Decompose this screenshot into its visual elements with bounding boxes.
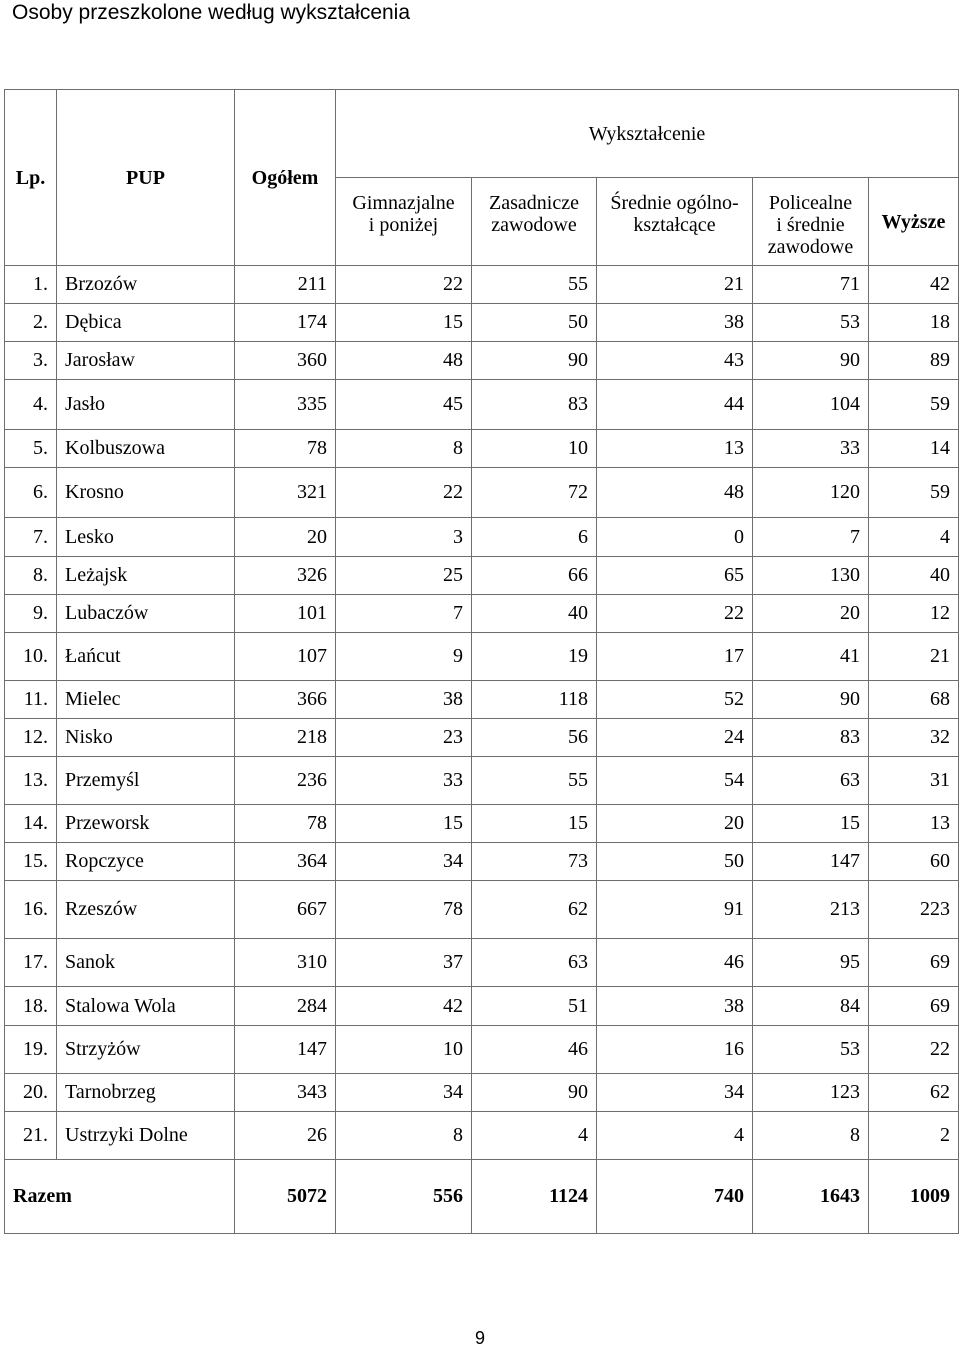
- col-header-line: zawodowe: [767, 236, 854, 258]
- row-lp: 10.: [5, 633, 57, 681]
- table-row: [5, 1026, 959, 1074]
- row-value: 73: [472, 843, 597, 881]
- table-row: [5, 1112, 959, 1160]
- row-value: 90: [472, 1074, 597, 1112]
- table-row: [5, 681, 959, 719]
- col-header-line: i poniżej: [368, 214, 439, 236]
- col-header-pup: PUP: [57, 90, 235, 266]
- row-lp: 14.: [5, 805, 57, 843]
- row-pup: Lubaczów: [57, 595, 235, 633]
- row-value: 34: [336, 1074, 472, 1112]
- row-pup: Łańcut: [57, 633, 235, 681]
- row-value: 21: [869, 633, 959, 681]
- col-header-line: Gimnazjalne: [352, 192, 455, 214]
- row-value: 48: [336, 342, 472, 380]
- row-pup: Krosno: [57, 468, 235, 518]
- total-value: 1124: [472, 1160, 597, 1234]
- row-value: 236: [235, 757, 336, 805]
- row-value: 360: [235, 342, 336, 380]
- row-pup: Nisko: [57, 719, 235, 757]
- row-value: 107: [235, 633, 336, 681]
- page-number: 9: [474, 1328, 485, 1348]
- row-value: 33: [336, 757, 472, 805]
- row-value: 53: [753, 1026, 869, 1074]
- row-value: 20: [753, 595, 869, 633]
- row-value: 13: [597, 430, 753, 468]
- row-lp: 11.: [5, 681, 57, 719]
- col-header-line: Średnie ogólno-: [610, 192, 739, 214]
- education-table: [4, 89, 959, 1234]
- table-row: [5, 1074, 959, 1112]
- row-value: 42: [336, 987, 472, 1026]
- col-header-ogolem: Ogółem: [235, 90, 336, 266]
- row-lp: 17.: [5, 939, 57, 987]
- row-pup: Lesko: [57, 518, 235, 557]
- row-value: 366: [235, 681, 336, 719]
- row-value: 8: [753, 1112, 869, 1160]
- row-lp: 1.: [5, 266, 57, 304]
- row-value: 25: [336, 557, 472, 595]
- total-value: 1643: [753, 1160, 869, 1234]
- row-value: 43: [597, 342, 753, 380]
- row-lp: 16.: [5, 881, 57, 939]
- row-value: 84: [753, 987, 869, 1026]
- row-lp: 7.: [5, 518, 57, 557]
- row-value: 44: [597, 380, 753, 430]
- row-value: 78: [235, 805, 336, 843]
- row-value: 89: [869, 342, 959, 380]
- row-value: 4: [597, 1112, 753, 1160]
- col-header-line: Zasadnicze: [489, 192, 579, 214]
- row-lp: 4.: [5, 380, 57, 430]
- row-pup: Ropczyce: [57, 843, 235, 881]
- row-value: 45: [336, 380, 472, 430]
- row-lp: 5.: [5, 430, 57, 468]
- header-row-group: [5, 90, 959, 178]
- row-value: 71: [753, 266, 869, 304]
- row-value: 32: [869, 719, 959, 757]
- row-value: 83: [753, 719, 869, 757]
- row-value: 9: [336, 633, 472, 681]
- row-value: 83: [472, 380, 597, 430]
- row-pup: Przeworsk: [57, 805, 235, 843]
- row-value: 41: [753, 633, 869, 681]
- row-value: 69: [869, 987, 959, 1026]
- row-value: 22: [336, 468, 472, 518]
- row-value: 4: [472, 1112, 597, 1160]
- row-value: 62: [472, 881, 597, 939]
- row-value: 40: [869, 557, 959, 595]
- col-header-policealne: [753, 178, 869, 266]
- row-value: 62: [869, 1074, 959, 1112]
- row-value: 7: [336, 595, 472, 633]
- table-row: [5, 557, 959, 595]
- row-lp: 13.: [5, 757, 57, 805]
- col-header-line: kształcące: [633, 214, 716, 236]
- row-value: 90: [753, 681, 869, 719]
- row-lp: 2.: [5, 304, 57, 342]
- row-value: 174: [235, 304, 336, 342]
- total-value: 5072: [235, 1160, 336, 1234]
- col-header-lp: Lp.: [5, 90, 57, 266]
- row-value: 147: [235, 1026, 336, 1074]
- row-lp: 3.: [5, 342, 57, 380]
- col-header-gimnazjalne: [336, 178, 472, 266]
- total-label: Razem: [5, 1160, 235, 1234]
- total-value: 740: [597, 1160, 753, 1234]
- row-value: 34: [336, 843, 472, 881]
- row-value: 50: [472, 304, 597, 342]
- col-header-wyzsze: [869, 178, 959, 266]
- row-value: 50: [597, 843, 753, 881]
- col-header-srednie: [597, 178, 753, 266]
- row-value: 211: [235, 266, 336, 304]
- row-value: 120: [753, 468, 869, 518]
- row-value: 310: [235, 939, 336, 987]
- row-value: 48: [597, 468, 753, 518]
- row-value: 72: [472, 468, 597, 518]
- row-lp: 20.: [5, 1074, 57, 1112]
- row-pup: Stalowa Wola: [57, 987, 235, 1026]
- col-header-line: i średnie: [776, 214, 845, 236]
- row-pup: Mielec: [57, 681, 235, 719]
- col-header-education-group: Wykształcenie: [336, 90, 959, 178]
- table-row: [5, 843, 959, 881]
- row-value: 56: [472, 719, 597, 757]
- table-row: [5, 342, 959, 380]
- row-value: 2: [869, 1112, 959, 1160]
- row-value: 101: [235, 595, 336, 633]
- row-value: 78: [235, 430, 336, 468]
- table-row: [5, 987, 959, 1026]
- row-value: 16: [597, 1026, 753, 1074]
- row-pup: Jasło: [57, 380, 235, 430]
- row-value: 0: [597, 518, 753, 557]
- row-value: 46: [472, 1026, 597, 1074]
- row-value: 213: [753, 881, 869, 939]
- row-value: 40: [472, 595, 597, 633]
- row-value: 95: [753, 939, 869, 987]
- row-value: 69: [869, 939, 959, 987]
- row-pup: Dębica: [57, 304, 235, 342]
- row-value: 19: [472, 633, 597, 681]
- row-value: 343: [235, 1074, 336, 1112]
- col-header-line: Policealne: [768, 192, 853, 214]
- row-value: 53: [753, 304, 869, 342]
- row-value: 364: [235, 843, 336, 881]
- table-row: [5, 266, 959, 304]
- row-value: 22: [336, 266, 472, 304]
- row-value: 22: [597, 595, 753, 633]
- row-value: 55: [472, 757, 597, 805]
- row-value: 78: [336, 881, 472, 939]
- row-value: 15: [753, 805, 869, 843]
- row-value: 60: [869, 843, 959, 881]
- row-value: 34: [597, 1074, 753, 1112]
- row-value: 130: [753, 557, 869, 595]
- row-value: 12: [869, 595, 959, 633]
- table-row: [5, 757, 959, 805]
- total-value: 1009: [869, 1160, 959, 1234]
- row-value: 22: [869, 1026, 959, 1074]
- row-pup: Rzeszów: [57, 881, 235, 939]
- table-row: [5, 805, 959, 843]
- row-lp: 19.: [5, 1026, 57, 1074]
- row-value: 31: [869, 757, 959, 805]
- row-pup: Brzozów: [57, 266, 235, 304]
- row-value: 24: [597, 719, 753, 757]
- row-value: 13: [869, 805, 959, 843]
- row-value: 14: [869, 430, 959, 468]
- table-row: [5, 939, 959, 987]
- row-value: 4: [869, 518, 959, 557]
- table-row: [5, 881, 959, 939]
- table-row: [5, 595, 959, 633]
- row-value: 10: [336, 1026, 472, 1074]
- row-value: 321: [235, 468, 336, 518]
- row-lp: 18.: [5, 987, 57, 1026]
- row-value: 15: [472, 805, 597, 843]
- row-pup: Jarosław: [57, 342, 235, 380]
- row-lp: 9.: [5, 595, 57, 633]
- row-value: 3: [336, 518, 472, 557]
- row-value: 46: [597, 939, 753, 987]
- total-row: [5, 1160, 959, 1234]
- row-pup: Strzyżów: [57, 1026, 235, 1074]
- table-row: [5, 719, 959, 757]
- row-value: 90: [753, 342, 869, 380]
- row-value: 91: [597, 881, 753, 939]
- table-body: [5, 266, 959, 1234]
- row-value: 38: [336, 681, 472, 719]
- row-value: 18: [869, 304, 959, 342]
- row-pup: Sanok: [57, 939, 235, 987]
- row-value: 8: [336, 430, 472, 468]
- row-lp: 15.: [5, 843, 57, 881]
- row-pup: Tarnobrzeg: [57, 1074, 235, 1112]
- row-value: 63: [753, 757, 869, 805]
- col-header-line: zawodowe: [491, 214, 577, 236]
- row-value: 65: [597, 557, 753, 595]
- row-value: 15: [336, 304, 472, 342]
- table-row: [5, 518, 959, 557]
- table-row: [5, 633, 959, 681]
- row-value: 21: [597, 266, 753, 304]
- row-value: 335: [235, 380, 336, 430]
- table-row: [5, 468, 959, 518]
- row-value: 6: [472, 518, 597, 557]
- col-header-zasadnicze: [472, 178, 597, 266]
- row-pup: Ustrzyki Dolne: [57, 1112, 235, 1160]
- row-value: 218: [235, 719, 336, 757]
- row-value: 104: [753, 380, 869, 430]
- row-value: 38: [597, 987, 753, 1026]
- row-value: 667: [235, 881, 336, 939]
- row-value: 59: [869, 468, 959, 518]
- row-value: 37: [336, 939, 472, 987]
- row-lp: 21.: [5, 1112, 57, 1160]
- col-header-line: Wyższe: [881, 210, 946, 233]
- row-value: 63: [472, 939, 597, 987]
- row-value: 66: [472, 557, 597, 595]
- row-value: 7: [753, 518, 869, 557]
- row-value: 147: [753, 843, 869, 881]
- row-lp: 8.: [5, 557, 57, 595]
- row-value: 15: [336, 805, 472, 843]
- row-value: 23: [336, 719, 472, 757]
- row-value: 68: [869, 681, 959, 719]
- row-lp: 12.: [5, 719, 57, 757]
- row-value: 326: [235, 557, 336, 595]
- row-pup: Leżajsk: [57, 557, 235, 595]
- row-value: 8: [336, 1112, 472, 1160]
- row-value: 284: [235, 987, 336, 1026]
- row-value: 123: [753, 1074, 869, 1112]
- row-pup: Przemyśl: [57, 757, 235, 805]
- row-value: 33: [753, 430, 869, 468]
- row-value: 26: [235, 1112, 336, 1160]
- row-value: 42: [869, 266, 959, 304]
- row-value: 10: [472, 430, 597, 468]
- row-value: 20: [235, 518, 336, 557]
- row-lp: 6.: [5, 468, 57, 518]
- page-title: Osoby przeszkolone według wykształcenia: [12, 1, 411, 24]
- row-value: 55: [472, 266, 597, 304]
- row-value: 51: [472, 987, 597, 1026]
- row-value: 20: [597, 805, 753, 843]
- table-row: [5, 430, 959, 468]
- row-value: 38: [597, 304, 753, 342]
- total-value: 556: [336, 1160, 472, 1234]
- row-value: 223: [869, 881, 959, 939]
- table-row: [5, 380, 959, 430]
- row-value: 118: [472, 681, 597, 719]
- row-value: 17: [597, 633, 753, 681]
- table-row: [5, 304, 959, 342]
- row-pup: Kolbuszowa: [57, 430, 235, 468]
- row-value: 90: [472, 342, 597, 380]
- row-value: 54: [597, 757, 753, 805]
- row-value: 52: [597, 681, 753, 719]
- row-value: 59: [869, 380, 959, 430]
